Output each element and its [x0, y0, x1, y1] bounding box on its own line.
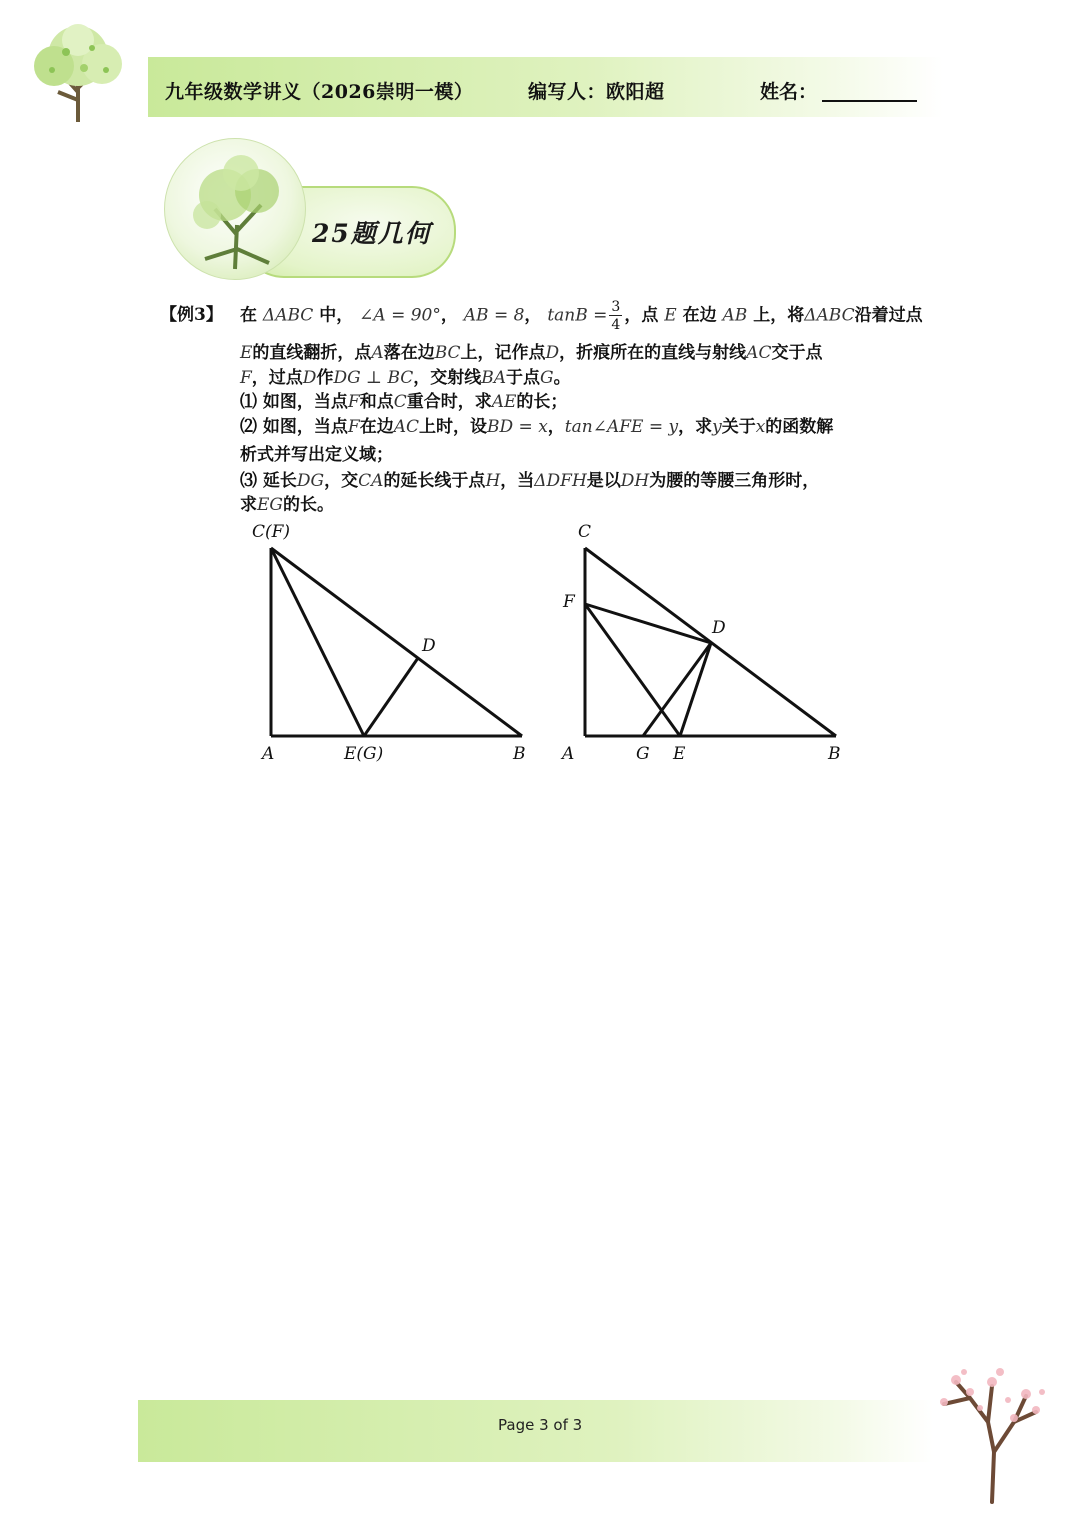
- text: ⑴ 如图，当点: [240, 392, 348, 412]
- text: 上，记作点: [460, 343, 546, 363]
- math: BC: [434, 343, 461, 363]
- text: ⑶ 延长: [240, 471, 297, 491]
- math: F: [240, 368, 252, 388]
- math: DH: [620, 471, 650, 491]
- figure-2: [585, 548, 836, 736]
- math: ΔDFH: [534, 471, 587, 491]
- math: AC: [393, 417, 420, 437]
- text: 为腰的等腰三角形时，: [649, 471, 820, 491]
- math: y: [712, 417, 722, 437]
- math: C: [393, 392, 407, 412]
- text: ，交: [324, 471, 359, 491]
- fig2-label-F: F: [563, 592, 575, 612]
- math: D: [302, 368, 317, 388]
- text: 作: [316, 368, 334, 388]
- math: DG ⊥ BC: [333, 368, 414, 388]
- math: E: [240, 343, 253, 363]
- fig1-label-C: C(F): [252, 522, 291, 542]
- math: ΔABC: [804, 305, 855, 326]
- math: CA: [358, 471, 384, 491]
- math: BD = x: [487, 417, 548, 437]
- fig2-segment-FE: [585, 604, 680, 736]
- text: 的长。: [283, 495, 334, 515]
- fig2-segment-FD: [585, 604, 711, 643]
- math: tanB =: [547, 305, 608, 326]
- text: 中，: [319, 305, 354, 326]
- text: 在边: [682, 305, 717, 326]
- text: 在: [240, 305, 257, 326]
- math: E: [664, 305, 677, 326]
- text: 上，将: [753, 305, 805, 326]
- text: ，当: [500, 471, 535, 491]
- fig1-segment-CB: [271, 548, 522, 736]
- page-number: Page 3 of 3: [498, 1416, 583, 1434]
- fig1-label-E: E(G): [344, 744, 384, 764]
- text: 的延长线于点: [383, 471, 486, 491]
- text: ，点: [624, 305, 659, 326]
- math: D: [545, 343, 560, 363]
- text: 和点: [359, 392, 394, 412]
- fig2-segment-DG: [643, 643, 711, 736]
- fig2-label-A: A: [562, 744, 575, 764]
- math: G: [540, 368, 554, 388]
- math: H: [485, 471, 501, 491]
- fig1-label-D: D: [422, 636, 436, 656]
- fig1-label-B: B: [513, 744, 526, 764]
- math: AB = 8: [463, 305, 525, 326]
- text: ，过点: [251, 368, 303, 388]
- text: 交于点: [771, 343, 823, 363]
- math: F: [347, 417, 360, 437]
- math: BA: [481, 368, 507, 388]
- text: ，折痕所在的直线与射线: [559, 343, 747, 363]
- text: 落在边: [383, 343, 435, 363]
- text: 。: [553, 368, 571, 388]
- math: F: [347, 392, 360, 412]
- fraction-denominator: 4: [611, 317, 621, 333]
- math: AE: [491, 392, 517, 412]
- fig1-segment-ED: [364, 658, 418, 736]
- math: AB: [722, 305, 748, 326]
- text: 关于: [721, 417, 756, 437]
- text: ，求: [678, 417, 713, 437]
- name-label: 姓名：: [760, 81, 818, 103]
- header-title: 九年级数学讲义（2026崇明一模）: [165, 81, 474, 103]
- text: 于点: [506, 368, 541, 388]
- text: 的长；: [516, 392, 568, 412]
- text: 在边: [359, 417, 394, 437]
- text: ，交射线: [413, 368, 482, 388]
- fig2-segment-DE: [680, 643, 711, 736]
- text: 的函数解: [765, 417, 834, 437]
- math: tan∠AFE = y: [564, 417, 679, 437]
- fig2-label-B: B: [828, 744, 841, 764]
- fig2-label-C: C: [578, 522, 592, 542]
- math: ΔABC: [262, 305, 314, 326]
- fig1-segment-CE: [271, 548, 364, 736]
- fraction-numerator: 3: [611, 299, 621, 315]
- text: ，: [440, 305, 458, 326]
- math: ∠A = 90°: [359, 305, 441, 326]
- fig1-label-A: A: [262, 744, 275, 764]
- example-label: 【例3】: [160, 305, 223, 325]
- text: 的直线翻折，点: [252, 343, 372, 363]
- fig2-label-E: E: [673, 744, 686, 764]
- text: 重合时，求: [406, 392, 492, 412]
- text: ，: [524, 305, 542, 326]
- text: 析式并写出定义域；: [240, 445, 393, 465]
- text: ，: [547, 417, 565, 437]
- text: 上时，设: [419, 417, 488, 437]
- header-author: 编写人：欧阳超: [528, 81, 665, 103]
- text: ⑵ 如图，当点: [240, 417, 348, 437]
- math: EG: [257, 495, 283, 515]
- text: 是以: [586, 471, 621, 491]
- math: A: [371, 343, 384, 363]
- math: DG: [296, 471, 325, 491]
- math: x: [755, 417, 766, 437]
- blossom-tree-icon: [930, 1352, 1054, 1504]
- text: 沿着过点: [854, 305, 923, 326]
- figure-1: [271, 548, 522, 736]
- math: AC: [746, 343, 772, 363]
- text: 求: [240, 495, 257, 515]
- fig2-label-D: D: [712, 618, 726, 638]
- fig2-label-G: G: [636, 744, 650, 764]
- section-title: 25题几何: [312, 219, 432, 248]
